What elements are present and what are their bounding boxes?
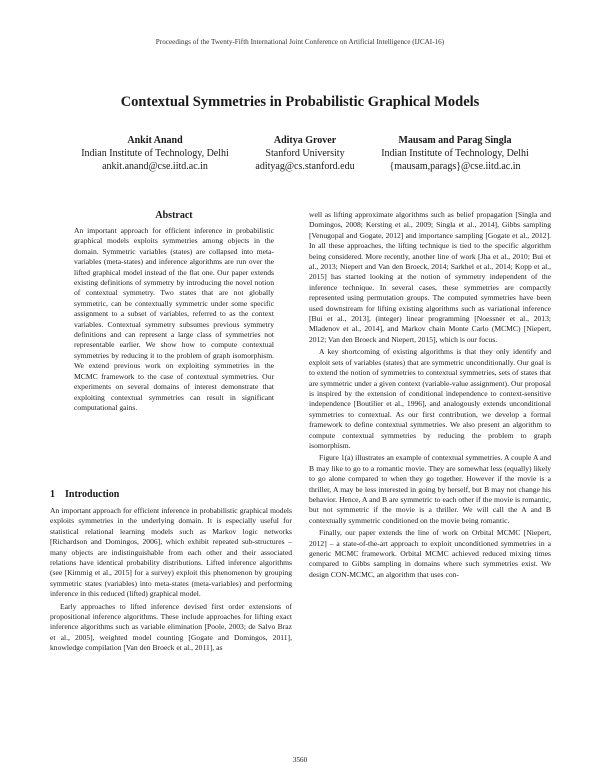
abstract-heading: Abstract bbox=[155, 210, 193, 221]
paragraph: Finally, our paper extends the line of work on Orbital MCMC [Niepert, 2012] – a state-of-the-art approach to exploit unconditioned symmetries in a generic MCMC framework. Orbital MCMC achieved reduced mixing times compared to Gibbs sampling in domains where such symmetries exist. We design CON-MCMC, an algorithm that uses con- bbox=[309, 528, 551, 579]
paragraph: Figure 1(a) illustrates an example of contextual symmetries. A couple A and B may like to go to a romantic movie. They are somewhat less (equally) likely to go alone compared to when they go together. However if the movie is a thriller, A may be less interested in going by herself, but B may not change his behavior. Hence, A and B are symmetric to each other if the movie is romantic, but not symmetric if the movie is a thriller. We will call the A and B contextually symmetric conditioned on the movie being romantic. bbox=[309, 453, 551, 525]
proceedings-header: Proceedings of the Twenty-Fifth International Joint Conference on Artificial Intelligence (IJCAI-16) bbox=[155, 38, 445, 46]
author-block-1 bbox=[55, 134, 255, 173]
section-number: 1 bbox=[50, 489, 55, 500]
author-affiliation: Stanford University bbox=[265, 148, 345, 159]
author-affiliation: Indian Institute of Technology, Delhi bbox=[81, 148, 229, 159]
section-title: Introduction bbox=[65, 489, 120, 500]
paper-title: Contextual Symmetries in Probabilistic Graphical Models bbox=[120, 94, 480, 110]
paragraph: well as lifting approximate algorithms such as belief propagation [Singla and Domingos, 2008; Kersting et al., 2009; Singla et al., 2014], Gibbs sampling [Venugopal and Gogate, 2012] and importance sampling [Gogate et al., 2012]. In all these approaches, the lifting technique is tied to the specific algorithm being considered. More recently, another line of work [Jha et al., 2010; Bui et al., 2013; Niepert and Van den Broeck, 2014; Sarkhel et al., 2014; Kopp et al., 2015] has started looking at the notion of symmetry independent of the inference technique. In several cases, these symmetries are compactly represented using permutation groups. The computed symmetries have been used downstream for lifting existing algorithms such as variational inference [Bui et al., 2013], (integer) linear programming [Noessner et al., 2013; Mladenov et al., 2014], and Markov chain Monte Carlo (MCMC) [Niepert, 2012; Van den Broeck and Niepert, 2015], which is our focus. bbox=[309, 210, 551, 344]
page-number: 3560 bbox=[292, 756, 308, 764]
author-name: Aditya Grover bbox=[273, 135, 337, 146]
right-column-body bbox=[309, 210, 551, 582]
author-block-3 bbox=[345, 134, 565, 173]
author-email: adityag@cs.stanford.edu bbox=[255, 161, 355, 172]
paragraph: A key shortcoming of existing algorithms is that they only identify and exploit sets of variables (states) that are symmetric unconditionally. Our goal is to extend the notion of symmetries to contextual symmetries, sets of states that are symmetric under a given context (variable-value assignment). Our proposal is inspired by the extension of conditional independence to context-sensitive independence [Boutilier et al., 1996], and analogously extends unconditional symmetries to contextual. As our first contribution, we develop a formal framework to define contextual symmetries. We also present an algorithm to compute contextual symmetries by reducing the problem to graph isomorphism. bbox=[309, 347, 551, 450]
abstract-text: An important approach for efficient inference in probabilistic graphical models exploits symmetries among objects in the domain. Symmetric variables (states) are collapsed into meta-variables (meta-states) and inference algorithms are run over the lifted graphical model instead of the flat one. Our paper extends existing definitions of symmetry by introducing the novel notion of contextual symmetry. Two states that are not globally symmetric, can be contextually symmetric under some specific assignment to a subset of variables, referred to as the context variables. Contextual symmetry subsumes previous symmetry definitions and can represent a large class of symmetries not representable earlier. We show how to compute contextual symmetries by reducing it to the problem of graph isomorphism. We extend previous work on exploiting symmetries in the MCMC framework to the case of contextual symmetries. Our experiments on several domains of interest demonstrate that exploiting contextual symmetries can result in significant computational gains. bbox=[74, 226, 274, 412]
author-name: Ankit Anand bbox=[127, 135, 183, 146]
paragraph: An important approach for efficient inference in probabilistic graphical models exploits symmetries in the underlying domain. It is especially useful for statistical relational learning models such as Markov logic networks [Richardson and Domingos, 2006], which exhibit repeated sub-structures – many objects are indistinguishable from each other and their associated relations have identical probability distributions. Lifted inference algorithms (see [Kimmig et al., 2015] for a survey) exploit this phenomenon by grouping symmetric states (variables) into meta-states (meta-variables) and performing inference in this reduced (lifted) graphical model. bbox=[50, 506, 292, 599]
author-affiliation: Indian Institute of Technology, Delhi bbox=[381, 148, 529, 159]
left-column-body bbox=[50, 506, 292, 656]
author-name: Mausam and Parag Singla bbox=[398, 135, 512, 146]
section-heading bbox=[50, 489, 129, 500]
author-email: ankit.anand@cse.iitd.ac.in bbox=[102, 161, 208, 172]
paragraph: Early approaches to lifted inference devised first order extensions of propositional inference algorithms. These include approaches for lifting exact inference algorithms such as variable elimination [Poole, 2003; de Salvo Braz et al., 2005], weighted model counting [Gogate and Domingos, 2011], knowledge compilation [Van den Broeck et al., 2011], as bbox=[50, 601, 292, 653]
author-email: {mausam,parags}@cse.iitd.ac.in bbox=[389, 161, 521, 172]
